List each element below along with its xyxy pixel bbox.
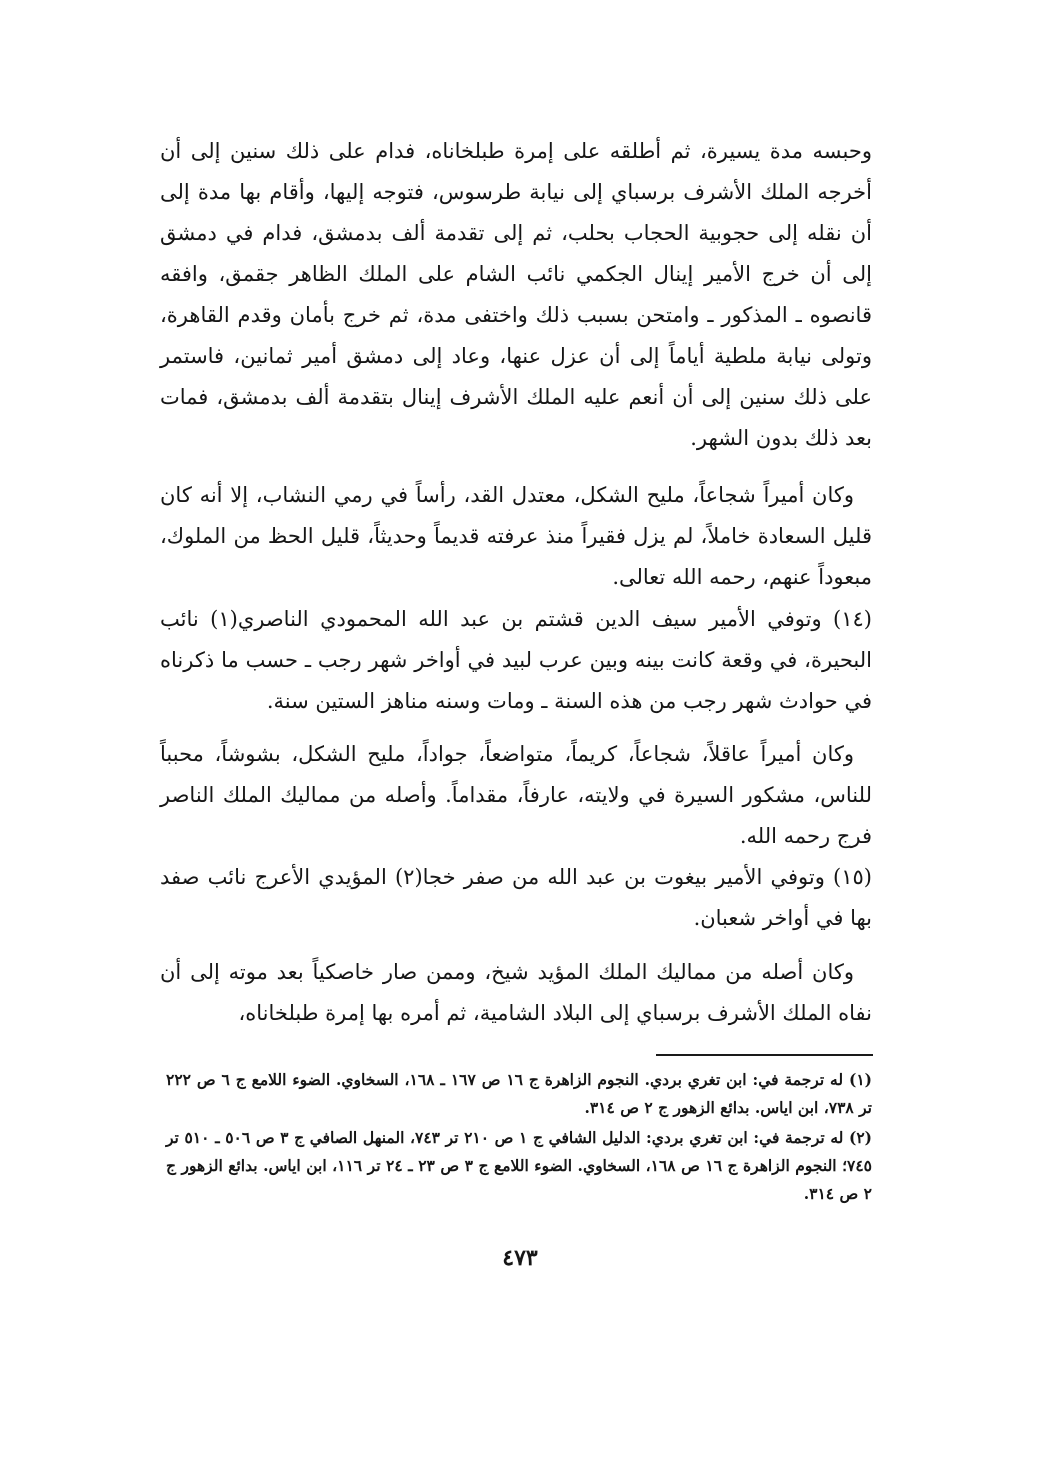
paragraph-description: وكان أصله من مماليك الملك المؤيد شيخ، وممن صار خاصكياً بعد موته إلى أن نفاه الملك الأشرف برسباي إلى البلاد الشامية، ثم أمره بها إمرة طبلخاناه، <box>160 960 872 1025</box>
page-number: ٤٧٣ <box>502 1245 538 1271</box>
paragraph-entry-14: (١٤) وتوفي الأمير سيف الدين قشتم بن عبد الله المحمودي الناصري(١) نائب البحيرة، في وقعة كانت بينه وبين عرب لبيد في أواخر شهر رجب ـ حسب ما ذكرناه في حوادث شهر رجب من هذه السنة ـ ومات وسنه مناهز الستين سنة. <box>160 607 872 713</box>
paragraph-entry-15: (١٥) وتوفي الأمير بيغوت بن عبد الله من صفر خجا(٢) المؤيدي الأعرج نائب صفد بها في أواخر شعبان. <box>160 865 872 930</box>
footnote-divider <box>656 1054 873 1056</box>
paragraph-continuation: وحبسه مدة يسيرة، ثم أطلقه على إمرة طبلخاناه، فدام على ذلك سنين إلى أن أخرجه الملك الأشرف برسباي إلى نيابة طرسوس، فتوجه إليها، وأقام بها مدة إلى أن نقله إلى حجوبية الحجاب بحلب، ثم إلى تقدمة ألف بدمشق، فدام في دمشق إلى أن خرج الأمير إينال الجكمي نائب الشام على الملك الظاهر جقمق، وافقه قانصوه ـ المذكور ـ وامتحن بسبب ذلك واختفى مدة، ثم خرج بأمان وقدم القاهرة، وتولى نيابة ملطية أياماً إلى أن عزل عنها، وعاد إلى دمشق أمير ثمانين، فاستمر على ذلك سنين إلى أن أنعم عليه الملك الأشرف إينال بتقدمة ألف بدمشق، فمات بعد ذلك بدون الشهر. <box>160 139 872 450</box>
paragraph-description: وكان أميراً عاقلاً، شجاعاً، كريماً، متواضعاً، جواداً، مليح الشكل، بشوشاً، محبباً للناس، مشكور السيرة في ولايته، عارفاً، مقداماً. وأصله من مماليك الملك الناصر فرج رحمه الله. <box>160 742 872 848</box>
footnote-2: (٢) له ترجمة في: ابن تغري بردي: الدليل الشافي ج ١ ص ٢١٠ تر ٧٤٣، المنهل الصافي ج ٣ ص ٥٠٦ ـ ٥١٠ تر ٧٤٥؛ النجوم الزاهرة ج ١٦ ص ١٦٨، السخاوي. الضوء اللامع ج ٣ ص ٢٣ ـ ٢٤ تر ١١٦، ابن اياس. بدائع الزهور ج ٢ ص ٣١٤. <box>166 1128 873 1203</box>
footnote-1: (١) له ترجمة في: ابن تغري بردي. النجوم الزاهرة ج ١٦ ص ١٦٧ ـ ١٦٨، السخاوي. الضوء اللامع ج ٦ ص ٢٢٢ تر ٧٣٨، ابن اياس. بدائع الزهور ج ٢ ص ٣١٤. <box>166 1070 872 1117</box>
paragraph-description: وكان أميراً شجاعاً، مليح الشكل، معتدل القد، رأساً في رمي النشاب، إلا أنه كان قليل السعادة خاملاً، لم يزل فقيراً منذ عرفته قديماً وحديثاً، قليل الحظ من الملوك، مبعوداً عنهم، رحمه الله تعالى. <box>160 483 872 589</box>
